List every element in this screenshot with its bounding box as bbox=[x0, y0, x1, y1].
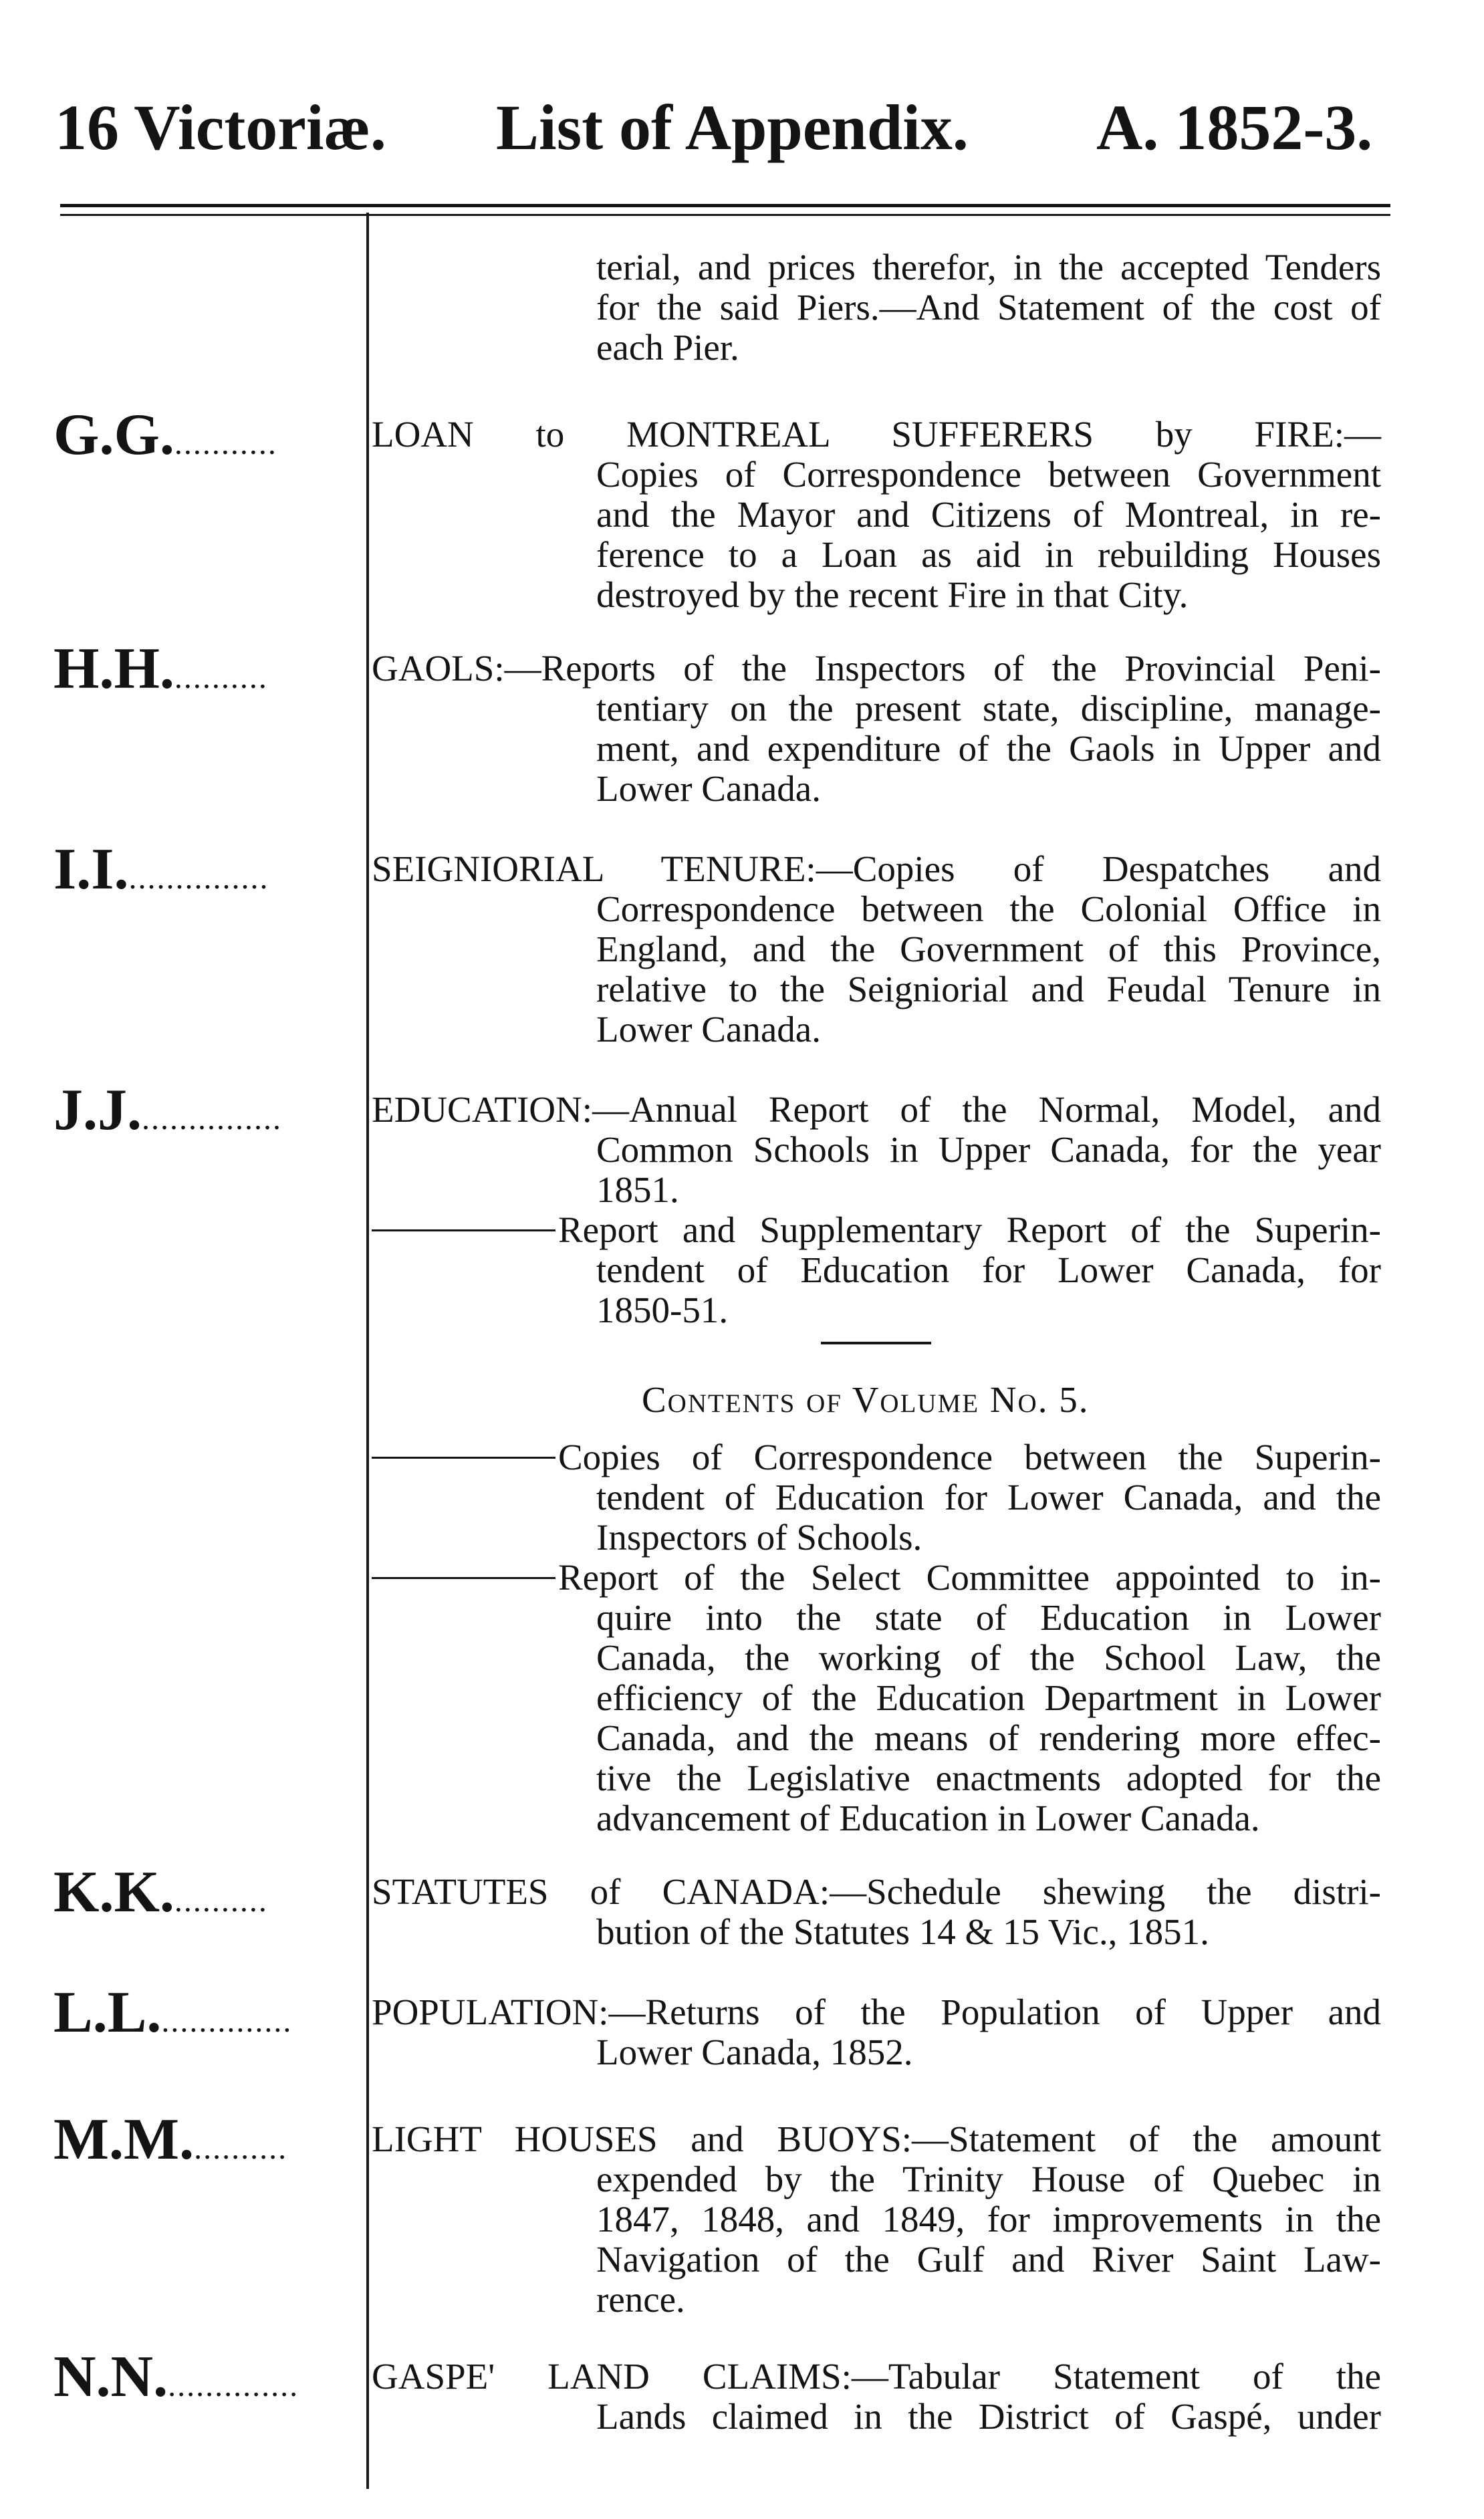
entry-key: J.J................ bbox=[53, 1078, 282, 1143]
entry-line: Common Schools in Upper Canada, for the year bbox=[596, 1129, 1381, 1170]
volume-heading: Contents of Volume No. 5. bbox=[642, 1379, 1090, 1420]
entry-line: Correspondence between the Colonial Office in bbox=[596, 888, 1381, 929]
entry-line: and the Mayor and Citizens of Montreal, in re- bbox=[596, 494, 1381, 535]
entry-line: expended by the Trinity House of Quebec in bbox=[596, 2159, 1381, 2199]
section-separator bbox=[821, 1342, 931, 1344]
entry-key: I.I................ bbox=[53, 837, 269, 902]
entry-title-line: LIGHT HOUSES and BUOYS:—Statement of the amount bbox=[372, 2119, 1381, 2159]
dash-rule bbox=[372, 1229, 555, 1231]
entry-title-line: LOAN to MONTREAL SUFFERERS by FIRE:— bbox=[372, 414, 1381, 455]
entry-line: bution of the Statutes 14 & 15 Vic., 1851. bbox=[596, 1911, 1209, 1952]
entry-line: Lower Canada, 1852. bbox=[596, 2032, 913, 2072]
header-rule-thin bbox=[60, 214, 1390, 216]
entry-line: Copies of Correspondence between Government bbox=[596, 454, 1381, 495]
entry-line: Inspectors of Schools. bbox=[596, 1517, 922, 1558]
entry-title-line: GASPE' LAND CLAIMS:—Tabular Statement of the bbox=[372, 2356, 1381, 2397]
sub-entry-title: Report of the Select Committee appointed to in- bbox=[558, 1557, 1381, 1598]
entry-key: G.G............ bbox=[53, 402, 277, 467]
appendix-year: A. 1852-3. bbox=[1096, 92, 1373, 163]
entry-line: Lower Canada. bbox=[596, 1009, 821, 1050]
entry-line: tendent of Education for Lower Canada, for bbox=[596, 1249, 1381, 1290]
entry-line: quire into the state of Education in Lower bbox=[596, 1597, 1381, 1638]
entry-title-line: GAOLS:—Reports of the Inspectors of the Provincial Peni- bbox=[372, 648, 1381, 689]
entry-line: ference to a Loan as aid in rebuilding Houses bbox=[596, 534, 1381, 575]
header-rule-thick bbox=[60, 204, 1390, 207]
page-title: List of Appendix. bbox=[496, 92, 969, 163]
entry-line: destroyed by the recent Fire in that City. bbox=[596, 574, 1189, 615]
entry-key: M.M........... bbox=[53, 2107, 288, 2172]
entry-key: N.N............... bbox=[53, 2345, 299, 2409]
entry-line: efficiency of the Education Department in Lower bbox=[596, 1677, 1381, 1718]
sub-entry-line bbox=[372, 1558, 1381, 1598]
entry-line: Lower Canada. bbox=[596, 768, 821, 809]
column-divider bbox=[366, 213, 369, 2489]
entry-line: tendent of Education for Lower Canada, and the bbox=[596, 1477, 1381, 1518]
entry-title-line: STATUTES of CANADA:—Schedule shewing the distri- bbox=[372, 1871, 1381, 1912]
entry-key: K.K........... bbox=[53, 1860, 268, 1925]
page-header bbox=[0, 77, 1484, 177]
entry-line: tentiary on the present state, discipline, manage- bbox=[596, 688, 1381, 729]
entry-key: H.H........... bbox=[53, 636, 268, 701]
sub-entry-title: Report and Supplementary Report of the Superin- bbox=[558, 1209, 1381, 1250]
entry-line: Canada, and the means of rendering more effec- bbox=[596, 1717, 1381, 1758]
entry-title-line: POPULATION:—Returns of the Population of Upper and bbox=[372, 1992, 1381, 2032]
sub-entry-line bbox=[372, 1210, 1381, 1250]
session-label: 16 Victoriæ. bbox=[55, 92, 386, 163]
entry-line: ment, and expenditure of the Gaols in Upper and bbox=[596, 728, 1381, 769]
entry-line: advancement of Education in Lower Canada. bbox=[596, 1798, 1260, 1838]
entry-title-line: SEIGNIORIAL TENURE:—Copies of Despatches and bbox=[372, 848, 1381, 889]
sub-entry-title: Copies of Correspondence between the Superin- bbox=[558, 1437, 1381, 1477]
continuation-line: terial, and prices therefor, in the accepted Tenders bbox=[596, 247, 1381, 287]
continuation-line: for the said Piers.—And Statement of the cost of bbox=[596, 287, 1381, 328]
entry-line: relative to the Seigniorial and Feudal Tenure in bbox=[596, 969, 1381, 1009]
entry-line: Lands claimed in the District of Gaspé, under bbox=[596, 2396, 1381, 2437]
entry-title-line: EDUCATION:—Annual Report of the Normal, Model, and bbox=[372, 1089, 1381, 1130]
entry-line: 1847, 1848, and 1849, for improvements in the bbox=[596, 2199, 1381, 2240]
continuation-line: each Pier. bbox=[596, 327, 739, 368]
entry-line: 1850-51. bbox=[596, 1290, 729, 1330]
sub-entry-line bbox=[372, 1437, 1381, 1477]
entry-key: L.L............... bbox=[53, 1980, 293, 2045]
entry-line: tive the Legislative enactments adopted for the bbox=[596, 1758, 1381, 1798]
dash-rule bbox=[372, 1577, 555, 1579]
entry-line: 1851. bbox=[596, 1169, 679, 1210]
entry-line: Navigation of the Gulf and River Saint Law- bbox=[596, 2239, 1381, 2280]
entry-line: England, and the Government of this Province, bbox=[596, 929, 1381, 969]
dash-rule bbox=[372, 1457, 555, 1459]
entry-line: Canada, the working of the School Law, the bbox=[596, 1637, 1381, 1678]
entry-line: rence. bbox=[596, 2279, 685, 2320]
